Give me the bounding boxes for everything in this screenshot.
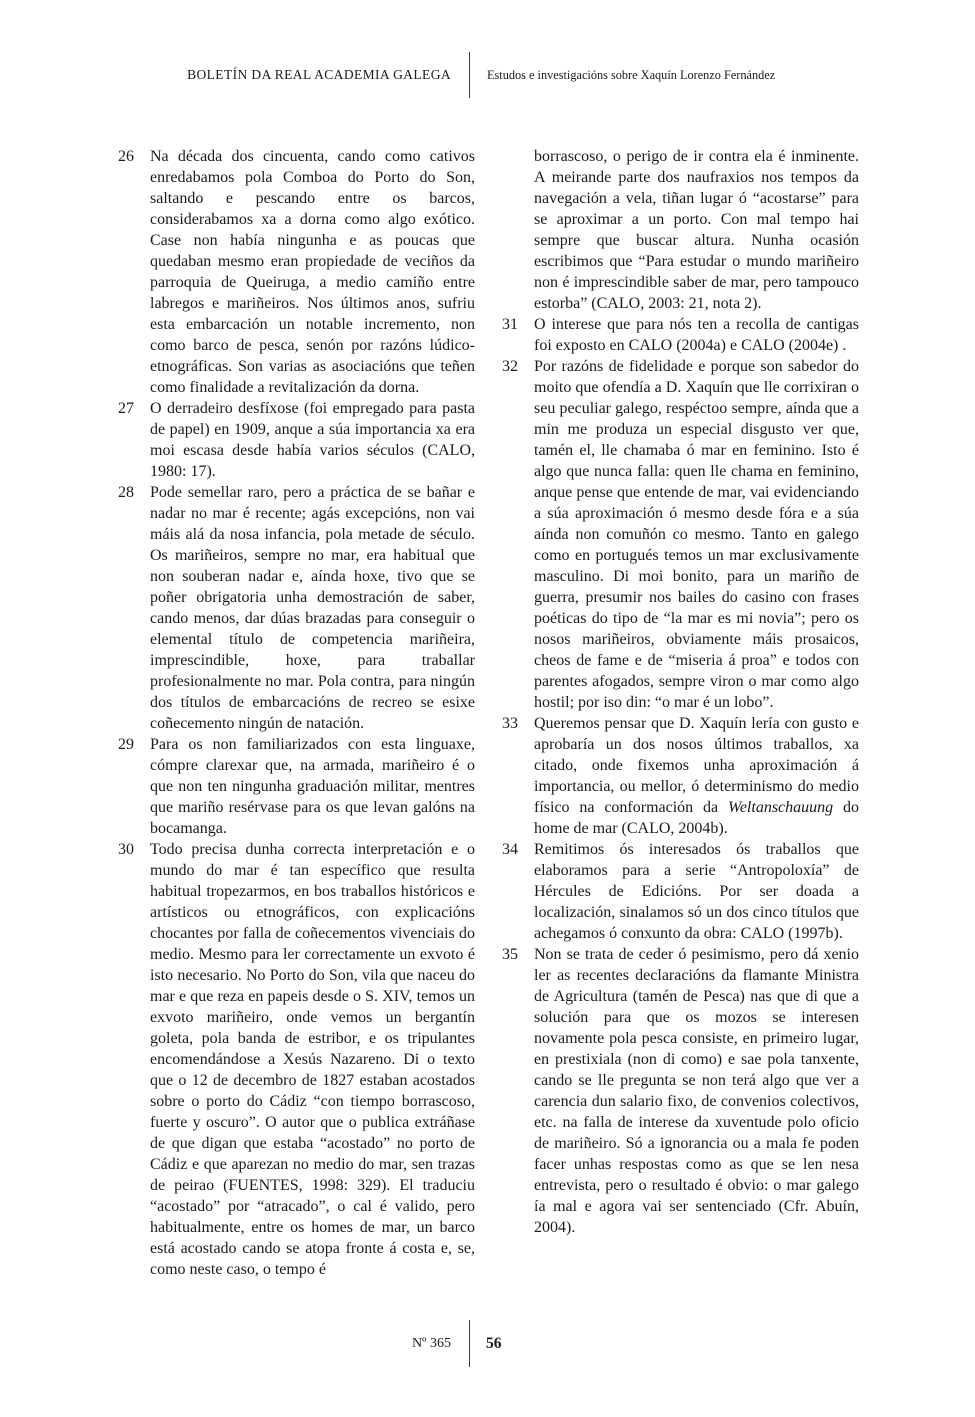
footnote — [502, 839, 859, 944]
footnote-text: O interese que para nós ten a recolla de cantigas foi exposto en CALO (2004a) e CALO (2004e) . — [534, 316, 859, 354]
footnote-text: Para os non familiarizados con esta linguaxe, cómpre clarexar que, na armada, mariñeiro é o que non ten ningunha graduación militar, mentres que mariño resérvase para os que levan galóns na bocamanga. — [150, 736, 475, 837]
footnote — [502, 944, 859, 1238]
footnote-text: O derradeiro desfíxose (foi empregado para pasta de papel) en 1909, anque a súa importancia xa era moi escasa desde había varios séculos (CALO, 1980: 17). — [150, 400, 475, 480]
page-footer — [0, 1320, 975, 1367]
footnote — [502, 314, 859, 356]
footnote-text: Por razóns de fidelidade e porque son sabedor do moito que ofendía a D. Xaquín que lle corrixiran o seu peculiar galego, respéctoo sempre, aínda que a min me produza un especial disgusto ver que, tamén el, lle chamaba ó mar en feminino. Isto é algo que nunca falla: quen lle chama en feminino, anque pense que entende de mar, vai evidenciando a súa aproximación ó mesmo desde fóra e a súa aínda non comuñón co mesmo. Tanto en galego como en portugués temos un mar exclusivamente masculino. Di moi bonito, para un mariño de guerra, presumir nos bailes do casino con frases poéticas do tipo de “la mar es mi novia”; pero os nosos mariñeiros, obviamente máis prosaicos, cheos de fame e de “miseria á proa” e todos con parentes afogados, sempre viron o mar como algo hostil; por iso din: “o mar é un lobo”. — [534, 358, 859, 711]
footnote-text: Queremos pensar que D. Xaquín lería con gusto e aprobaría un dos nosos últimos traballos, xa citado, onde fixemos unha aproximación á importancia, ou mellor, ó determinismo do medio físico na conformación da Weltanschauung do home de mar (CALO, 2004b). — [534, 715, 859, 837]
footnotes-column-right — [502, 146, 859, 1280]
footnote-number: 33 — [502, 715, 518, 732]
page-header — [0, 52, 975, 98]
footnote-number: 35 — [502, 946, 518, 963]
issue-number: Nº 365 — [412, 1335, 451, 1351]
footnote-text: Non se trata de ceder ó pesimismo, pero dá xenio ler as recentes declaracións da flamante Ministra de Agricultura (tamén de Pesca) nas que di que a solución para que os mozos se interesen novamente pola pesca consiste, en primeiro lugar, en prestixiala (non di como) e sae pola tanxente, cando se lle pregunta se non terá algo que ver a carencia dun salario fixo, de convenios colectivos, etc. na falla de interese da xuventude polo oficio de mariñeiro. Só a ignorancia ou a mala fe poden facer unhas respostas como as que se len nesa entrevista, pero o resultado é obvio: o mar galego ía mal e agora vai ser sentenciado (Cfr. Abuín, 2004). — [534, 946, 859, 1236]
footnote-number: 27 — [118, 400, 134, 417]
journal-title: BOLETÍN DA REAL ACADEMIA GALEGA — [187, 67, 451, 82]
footnote-text: Remitimos ós interesados ós traballos que elaboramos para a serie “Antropoloxía” de Hércules de Edicións. Por ser doada a localización, sinalamos só un dos cinco títulos que achegamos ó conxunto da obra: CALO (1997b). — [534, 841, 859, 942]
footnote — [118, 482, 475, 734]
footnotes-area — [118, 146, 859, 1280]
footnote — [502, 713, 859, 839]
footnote-number: 26 — [118, 148, 134, 165]
footnote — [502, 356, 859, 713]
footnote-text: Todo precisa dunha correcta interpretación e o mundo do mar é tan específico que resulta habitual tropezarmos, en bos traballos históricos e artísticos ou etnográficos, con explicacións chocantes por falla de coñecementos vivenciais do medio. Mesmo para ler correctamente un exvoto é isto necesario. No Porto do Son, vila que naceu do mar e que reza en papeis desde o S. XIV, temos un exvoto mariñeiro, onde vemos un bergantín goleta, pola banda de estribor, e os tripulantes encomendándose a Xesús Nazareno. Di o texto que o 12 de decembro de 1827 estaban acostados sobre o porto do Cádiz “con tiempo borrascoso, fuerte y oscuro”. O autor que o publica extráñase de que digan que estaba “acostado” no porto de Cádiz e que aparezan no medio do mar, sen trazas de peirao (FUENTES, 1998: 329). El traduciu “acostado” por “atracado”, o cal é valido, pero habitualmente, entre os homes de mar, un barco está acostado cando se atopa fronte á costa e, se, como neste caso, o tempo é — [150, 841, 475, 1278]
footnote — [502, 146, 859, 314]
footnote-text: Na década dos cincuenta, cando como cativos enredabamos pola Comboa do Porto do Son, saltando e pescando entre os barcos, considerabamos xa a dorna como algo exótico. Case non había ningunha e as poucas que quedaban mesmo eran propiedade de veciños da parroquia de Queiruga, a medio camiño entre labregos e mariñeiros. Nos últimos anos, sufriu esta embarcación un notable incremento, non como barco de pesca, senón por razóns lúdico-etnográficas. Son varias as asociacións que teñen como finalidade a revitalización da dorna. — [150, 148, 475, 396]
footnote — [118, 734, 475, 839]
footnote — [118, 146, 475, 398]
footnote-number: 32 — [502, 358, 518, 375]
footnote-number: 31 — [502, 316, 518, 333]
footnote — [118, 398, 475, 482]
footnote-number: 30 — [118, 841, 134, 858]
section-title: Estudos e investigacións sobre Xaquín Lorenzo Fernández — [487, 67, 776, 82]
footnote-number: 29 — [118, 736, 134, 753]
footnote — [118, 839, 475, 1280]
footnote-text: borrascoso, o perigo de ir contra ela é inminente. A meirande parte dos naufraxios nos tempos da navegación a vela, tiñan lugar ó “acostarse” para se aproximar a un porto. Con mal tempo hai sempre que buscar altura. Nunha ocasión escribimos que “Para estudar o mundo mariñeiro non é imprescindible saber de mar, pero tampouco estorba” (CALO, 2003: 21, nota 2). — [534, 148, 859, 312]
footnote-number: 34 — [502, 841, 518, 858]
page-number: 56 — [486, 1334, 502, 1352]
footnotes-column-left — [118, 146, 475, 1280]
footnote-number: 28 — [118, 484, 134, 501]
footnote-number — [502, 146, 534, 314]
footnote-text: Pode semellar raro, pero a práctica de se bañar e nadar no mar é recente; agás excepcións, non vai máis alá da nosa infancia, pola metade de século. Os mariñeiros, sempre no mar, era habitual que non souberan nadar e, aínda hoxe, tivo que se poñer obrigatoria unha demostración de saber, cando menos, dar dúas brazadas para conseguir o elemental título de competencia mariñeira, imprescindible, hoxe, para traballar profesionalmente no mar. Pola contra, para ningún dos títulos de embarcacións de recreo se esixe coñecemento ningún de natación. — [150, 484, 475, 732]
